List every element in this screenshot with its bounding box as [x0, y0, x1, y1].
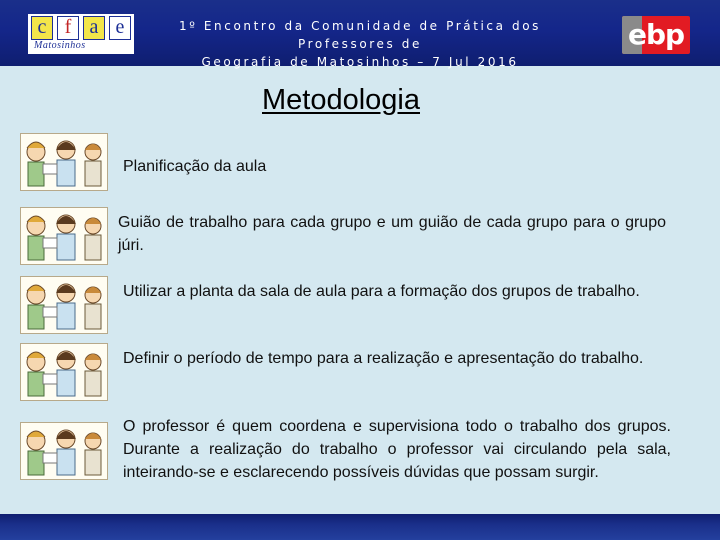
students-clipart-icon	[20, 276, 108, 334]
list-item-text: Definir o período de tempo para a realização e apresentação do trabalho.	[123, 350, 644, 367]
logo-script-text: Matosinhos	[34, 40, 86, 51]
logo-letter-f: f	[57, 16, 79, 40]
header-title-line-1: 1º Encontro da Comunidade de Prática dos Professores de	[178, 19, 542, 51]
list-item-text: Planificação da aula	[123, 158, 267, 175]
list-item-text: Guião de trabalho para cada grupo e um guião de cada grupo para o grupo júri.	[118, 214, 666, 254]
ebp-logo-text: ebp	[627, 18, 685, 51]
slide-title: Metodologia	[262, 84, 420, 116]
list-item-text: Utilizar a planta da sala de aula para a formação dos grupos de trabalho.	[123, 283, 640, 300]
header-bar	[0, 0, 720, 69]
students-clipart-icon	[20, 207, 108, 265]
students-clipart-icon	[20, 343, 108, 401]
logo-letter-c: c	[31, 16, 53, 40]
header-title	[130, 17, 590, 71]
list-item-text: O professor é quem coordena e supervisiona todo o trabalho dos grupos. Durante a realização do trabalho o professor vai circulando pela sala, inteirando-se e esclarecendo possíveis dúvidas que possam surgir.	[123, 418, 671, 481]
header-title-line-2: Geografia de Matosinhos – 7 Jul 2016	[201, 55, 519, 69]
students-clipart-icon	[20, 422, 108, 480]
ebp-logo	[622, 16, 690, 54]
footer-bar	[0, 514, 720, 540]
logo-letter-a: a	[83, 16, 105, 40]
cfae-logo	[28, 14, 134, 54]
logo-letter-e: e	[109, 16, 131, 40]
students-clipart-icon	[20, 133, 108, 191]
